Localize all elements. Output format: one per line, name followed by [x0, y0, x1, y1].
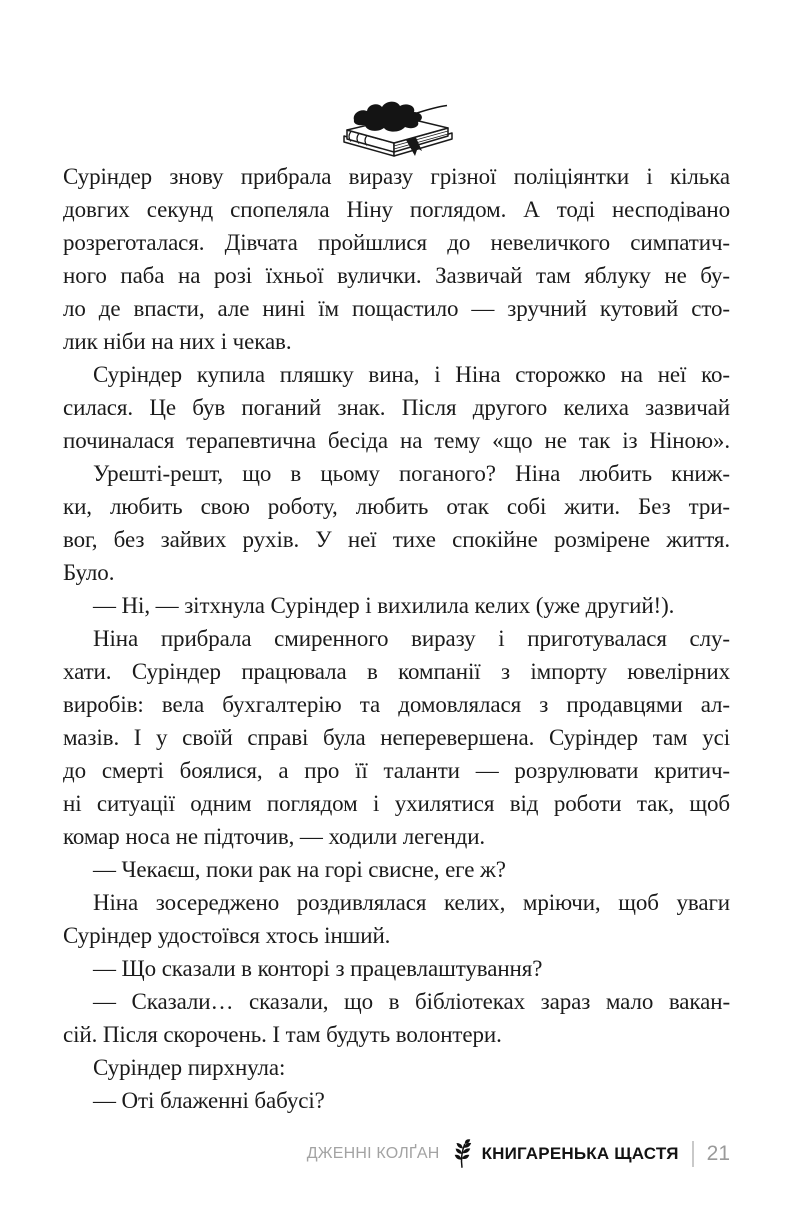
text-line: лик ніби на них і чекав.	[63, 329, 292, 354]
text-line: — Оті блаженні бабусі?	[93, 1088, 325, 1113]
text-line: хати. Суріндер працювала в компанії з імпорту ювелірних	[63, 659, 730, 684]
text-line: Суріндер удостоївся хтось інший.	[63, 923, 391, 948]
book-title: КНИГАРЕНЬКА ЩАСТЯ	[481, 1144, 679, 1163]
chapter-ornament	[0, 94, 800, 165]
book-with-leaf-icon	[334, 94, 466, 165]
text-line: мазів. І у своїй справі була неперевершена. Суріндер там усі	[63, 725, 730, 750]
text-line: розреготалася. Дівчата пройшлися до невеличкого симпатич-	[63, 230, 730, 255]
leaf-sprig-icon	[451, 1139, 473, 1169]
text-line: до смерті боялися, а про її таланти — розрулювати критич-	[63, 758, 730, 783]
text-line: ного паба на розі їхньої вулички. Зазвичай там яблуку не бу-	[63, 263, 730, 288]
text-line: — Ні, — зітхнула Суріндер і вихилила келих (уже другий!).	[93, 593, 675, 618]
text-line: Урешті-решт, що в цьому поганого? Ніна любить книж-	[93, 461, 730, 486]
text-line: ло де впасти, але нині їм пощастило — зручний кутовий сто-	[63, 296, 730, 321]
text-line: — Сказали… сказали, що в бібліотеках зараз мало вакан-	[93, 989, 730, 1014]
text-line: Ніна зосереджено роздивлялася келих, мріючи, щоб уваги	[93, 890, 730, 915]
text-line: починалася терапевтична бесіда на тему «що не так із Ніною».	[63, 428, 730, 453]
text-line: вог, без зайвих рухів. У неї тихе спокійне розмірене життя.	[63, 527, 730, 552]
text-line: Було.	[63, 560, 115, 585]
text-line: Суріндер пирхнула:	[93, 1055, 286, 1080]
text-line: виробів: вела бухгалтерію та домовлялася з продавцями ал-	[63, 692, 730, 717]
text-line: — Чекаєш, поки рак на горі свисне, еге ж?	[93, 857, 506, 882]
text-line: силася. Це був поганий знак. Після другого келиха зазвичай	[63, 395, 730, 420]
body-text	[63, 160, 730, 1117]
text-line: — Що сказали в конторі з працевлаштування?	[93, 956, 543, 981]
text-line: комар носа не підточив, — ходили легенди.	[63, 824, 486, 849]
text-line: Суріндер знову прибрала виразу грізної поліціянтки і кілька	[63, 164, 730, 189]
text-line: ки, любить свою роботу, любить отак собі жити. Без три-	[63, 494, 730, 519]
text-line: Суріндер купила пляшку вина, і Ніна сторожко на неї ко-	[93, 362, 730, 387]
footer-divider	[692, 1141, 694, 1167]
page-footer	[63, 1134, 730, 1174]
text-line: довгих секунд спопеляла Ніну поглядом. А тоді несподівано	[63, 197, 730, 222]
book-author: ДЖЕННІ КОЛҐАН	[306, 1145, 440, 1162]
text-line: Ніна прибрала смиренного виразу і приготувалася слу-	[93, 626, 730, 651]
text-line: ні ситуації одним поглядом і ухилятися від роботи так, щоб	[63, 791, 730, 816]
text-line: сій. Після скорочень. І там будуть волонтери.	[63, 1022, 502, 1047]
page-number: 21	[706, 1142, 730, 1165]
